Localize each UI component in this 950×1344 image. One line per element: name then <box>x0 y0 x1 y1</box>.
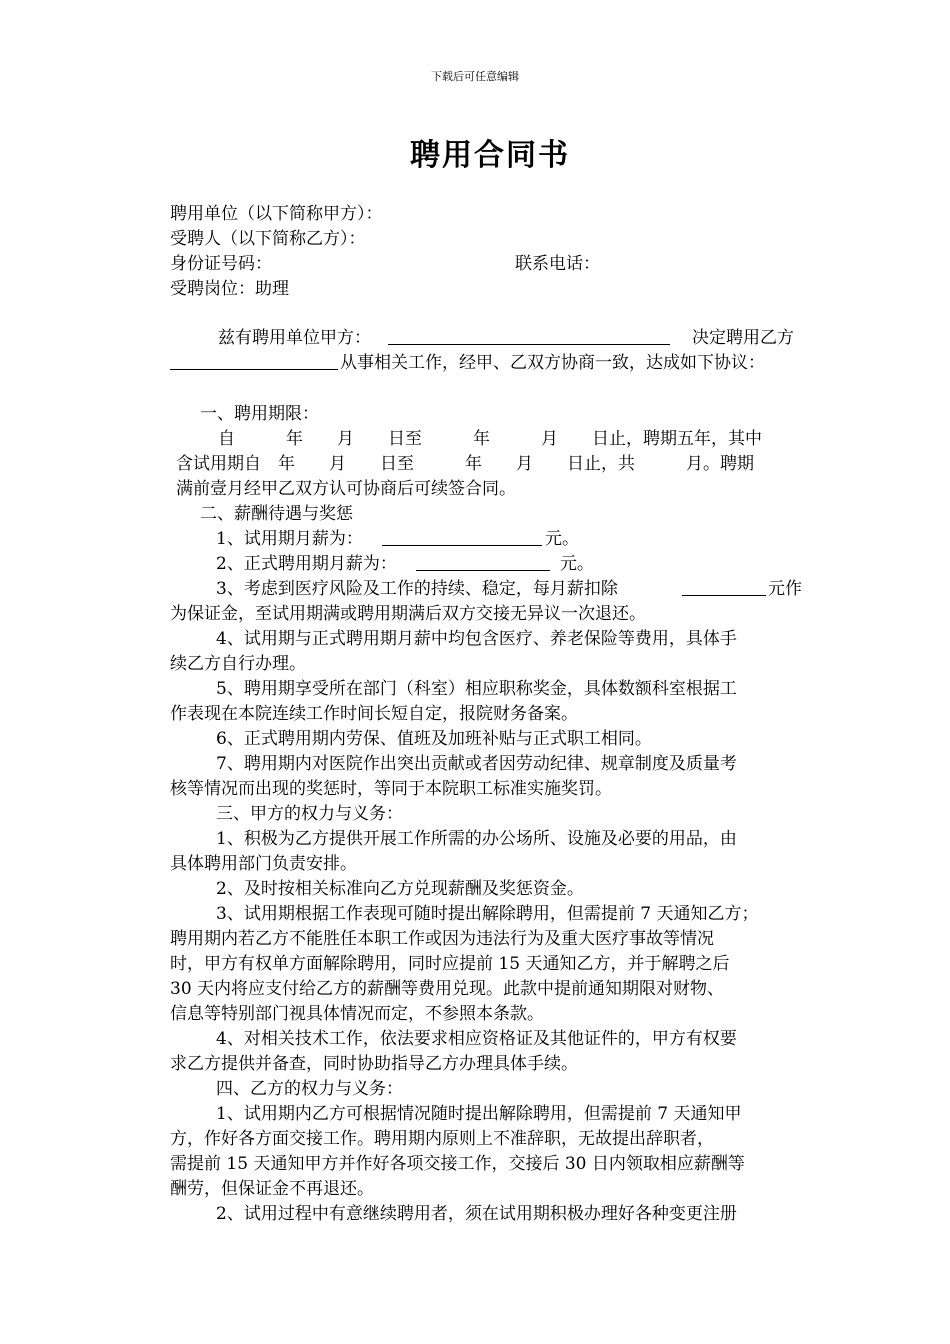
clause-2-3-text: 3、考虑到医疗风险及工作的持续、稳定，每月薪扣除 <box>216 579 618 599</box>
clause-2-1-text: 1、试用期月薪为： <box>216 529 363 549</box>
employee-line: 受聘人（以下简称乙方）： <box>170 229 366 249</box>
section-3-title: 三、甲方的权力与义务： <box>216 804 403 824</box>
section-1-line3: 满前壹月经甲乙双方认可协商后可续签合同。 <box>176 479 516 499</box>
header-note: 下载后可任意编辑 <box>431 70 519 83</box>
clause-4-1-line2: 方，作好各方面交接工作。聘用期内原则上不准辞职，无故提出辞职者， <box>170 1129 714 1149</box>
employee-name-blank <box>170 351 338 370</box>
clause-2-2-unit: 元。 <box>560 554 594 574</box>
section-1-title: 一、聘用期限： <box>200 404 319 424</box>
clause-3-1-line2: 具体聘用部门负责安排。 <box>170 854 357 874</box>
id-number-line: 身份证号码： <box>170 254 272 274</box>
section-1-line2: 含试用期自 年 月 日至 年 月 日止，共 月。聘期 <box>176 454 754 474</box>
clause-2-4-line2: 续乙方自行办理。 <box>170 654 306 674</box>
employer-line: 聘用单位（以下简称甲方）： <box>170 204 383 224</box>
clause-4-1-line1: 1、试用期内乙方可根据情况随时提出解除聘用，但需提前 7 天通知甲 <box>216 1104 742 1124</box>
clause-4-1-line4: 酬劳，但保证金不再退还。 <box>170 1179 374 1199</box>
phone-line: 联系电话： <box>515 254 600 274</box>
clause-3-1-line1: 1、积极为乙方提供开展工作所需的办公场所、设施及必要的用品，由 <box>216 829 737 849</box>
clause-3-3-line4: 30 天内将应支付给乙方的薪酬等费用兑现。此款中提前通知期限对财物、 <box>170 979 725 999</box>
section-1-line1: 自 年 月 日至 年 月 日止，聘期五年，其中 <box>218 429 762 449</box>
clause-4-1-line3: 需提前 15 天通知甲方并作好各项交接工作，交接后 30 日内领取相应薪酬等 <box>170 1154 745 1174</box>
clause-2-5-line1: 5、聘用期享受所在部门（科室）相应职称奖金，具体数额科室根据工 <box>216 679 737 699</box>
clause-3-3-line1: 3、试用期根据工作表现可随时提出解除聘用，但需提前 7 天通知乙方； <box>216 904 759 924</box>
trial-salary-blank <box>382 527 542 546</box>
clause-3-3-line5: 信息等特别部门视具体情况而定，不参照本条款。 <box>170 1004 544 1024</box>
clause-3-3-line3: 时，甲方有权单方面解除聘用，同时应提前 15 天通知乙方，并于解聘之后 <box>170 954 730 974</box>
section-2-title: 二、薪酬待遇与奖惩 <box>200 504 353 524</box>
clause-2-2-text: 2、正式聘用期月薪为： <box>216 554 397 574</box>
clause-4-2-line1: 2、试用过程中有意继续聘用者，须在试用期积极办理好各种变更注册 <box>216 1204 737 1224</box>
employer-name-blank <box>388 326 670 345</box>
deposit-blank <box>682 577 766 596</box>
clause-3-3-line2: 聘用期内若乙方不能胜任本职工作或因为违法行为及重大医疗事故等情况 <box>170 929 714 949</box>
preamble-part3: 从事相关工作，经甲、乙双方协商一致，达成如下协议： <box>340 353 765 373</box>
section-4-title: 四、乙方的权力与义务： <box>216 1079 403 1099</box>
clause-2-5-line2: 作表现在本院连续工作时间长短自定，报院财务备案。 <box>170 704 578 724</box>
position-line: 受聘岗位：助理 <box>170 279 289 299</box>
clause-3-2: 2、及时按相关标准向乙方兑现薪酬及奖惩资金。 <box>216 879 584 899</box>
preamble-part1: 兹有聘用单位甲方： <box>218 328 371 348</box>
clause-2-1-unit: 元。 <box>545 529 579 549</box>
clause-2-3-cont: 为保证金，至试用期满或聘用期满后双方交接无异议一次退还。 <box>170 604 646 624</box>
clause-2-7-line1: 7、聘用期内对医院作出突出贡献或者因劳动纪律、规章制度及质量考 <box>216 754 737 774</box>
document-title: 聘用合同书 <box>410 138 570 173</box>
clause-2-6: 6、正式聘用期内劳保、值班及加班补贴与正式职工相同。 <box>216 729 652 749</box>
formal-salary-blank <box>416 552 550 571</box>
clause-2-7-line2: 核等情况而出现的奖惩时，等同于本院职工标准实施奖罚。 <box>170 779 612 799</box>
clause-2-3-unit: 元作 <box>768 579 802 599</box>
clause-3-4-line1: 4、对相关技术工作，依法要求相应资格证及其他证件的，甲方有权要 <box>216 1029 737 1049</box>
preamble-part2: 决定聘用乙方 <box>692 328 794 348</box>
clause-3-4-line2: 求乙方提供并备查，同时协助指导乙方办理具体手续。 <box>170 1054 578 1074</box>
clause-2-4-line1: 4、试用期与正式聘用期月薪中均包含医疗、养老保险等费用，具体手 <box>216 629 737 649</box>
